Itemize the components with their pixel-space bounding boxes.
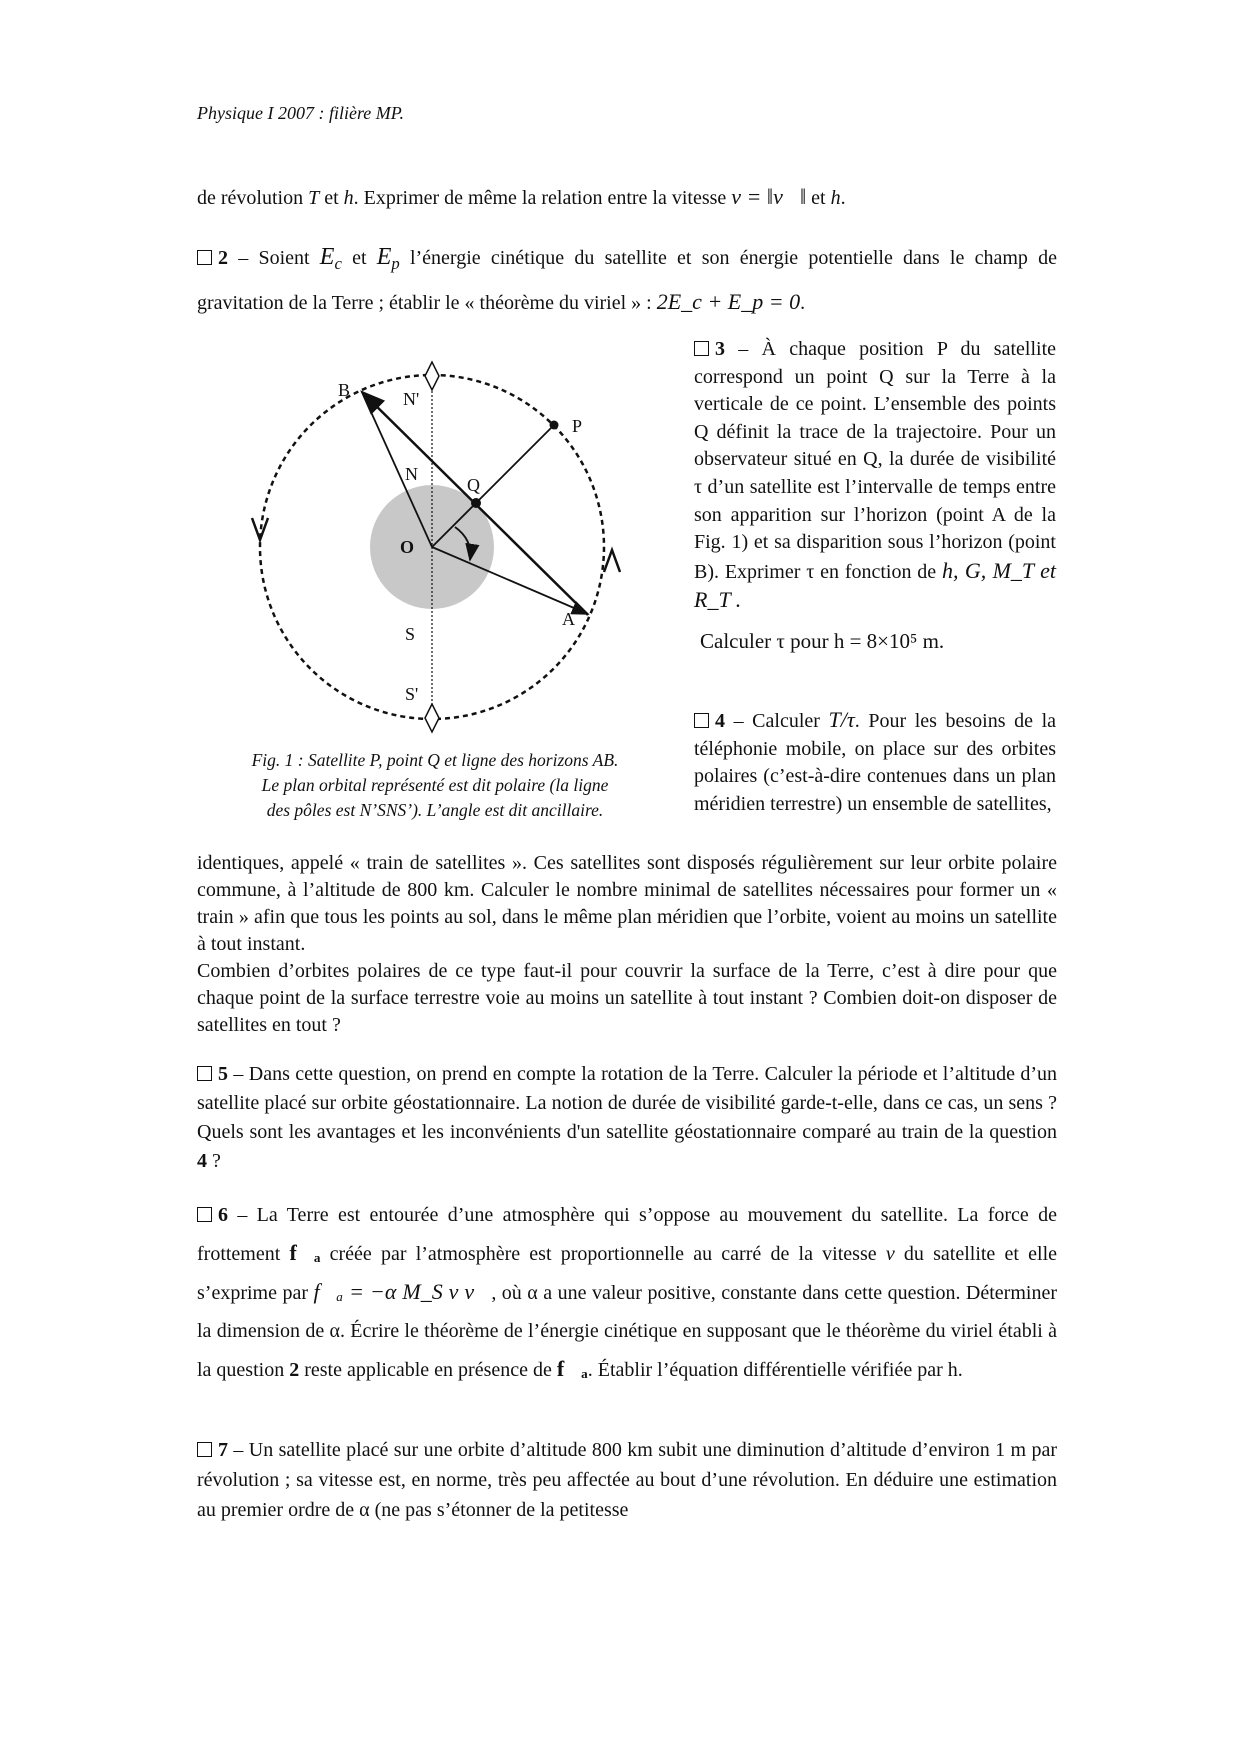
- label-Np: N': [403, 389, 420, 409]
- var-T: T: [308, 187, 320, 209]
- text: l’énergie cinétique du satellite et son énergie potentielle dans le champ de gravitation de la Terre ; établir le « théorème du viriel » :: [197, 247, 1057, 314]
- label-O: O: [400, 537, 415, 557]
- caption-line: Le plan orbital représenté est dit polaire (la ligne: [261, 775, 609, 795]
- label-S: S: [405, 624, 416, 644]
- question-number: 3: [715, 338, 725, 360]
- point-Q: [471, 498, 481, 508]
- friction-force: f⃗ₐ: [289, 1240, 321, 1265]
- text: du satellite et elle s’exprime par: [197, 1243, 1058, 1304]
- text: identiques, appelé « train de satellites ». Ces satellites sont disposés régulièrement sur leur orbite polaire commune, à l’altitude de 800 km. Calculer le nombre minimal de satellites nécessaires pour former un « train » afin que tous les points au sol, dans le même plan méridien que l’orbite, voient au moins un satellite à tout instant.: [197, 852, 1057, 955]
- satellite-point-P: [550, 421, 559, 430]
- question-number: 6: [218, 1204, 228, 1226]
- page-header: Physique I 2007 : filière MP.: [197, 103, 404, 123]
- question-number: 7: [218, 1439, 228, 1461]
- friction-force: f⃗ₐ: [556, 1356, 588, 1381]
- text: .: [800, 292, 806, 314]
- calculation-prompt: Calculer τ pour h = 8×10⁵ m.: [700, 628, 945, 653]
- text: et: [811, 187, 831, 209]
- question-number: 2: [218, 247, 228, 269]
- text: ?: [207, 1150, 221, 1172]
- figure-caption: [215, 748, 655, 823]
- question-ref: 2: [289, 1359, 300, 1381]
- label-B: B: [338, 380, 351, 400]
- subscript: c: [334, 254, 342, 273]
- text: – La Terre est entourée d’une atmosphère qui s’oppose au mouvement du satellite. La force de frottement: [197, 1204, 1057, 1265]
- velocity-equation: v = ‖v⃗‖: [731, 184, 807, 209]
- var-h: h: [343, 187, 354, 209]
- variables: h, G, M_T et R_T .: [694, 557, 1056, 613]
- text: – Soient: [228, 247, 320, 269]
- label-Q: Q: [467, 475, 480, 495]
- var-Ep: E: [376, 244, 392, 270]
- var-h: h: [830, 187, 841, 209]
- text: et: [341, 247, 377, 269]
- text: – Dans cette question, on prend en compte la rotation de la Terre. Calculer la période et l’altitude d’un satellite placé sur orbite géostationnaire. La notion de durée de visibilité garde-t-elle, dans ce cas, un sens ? Quels sont les avantages et les inconvénients d'un satellite géostationnaire comparé au train de la question: [197, 1063, 1057, 1143]
- text: Combien d’orbites polaires de ce type faut-il pour couvrir la surface de la Terre, c’est à dire pour que chaque point de la surface terrestre voie au moins un satellite à tout instant ? Combien doit-on disposer de satellites en tout ?: [197, 960, 1057, 1036]
- caption-line: des pôles est N’SNS’). L’angle est dit ancillaire.: [266, 800, 604, 820]
- text: – Un satellite placé sur une orbite d’altitude 800 km subit une diminution d’altitude d’environ 1 m par révolution ; sa vitesse est, en norme, très peu affectée au bout d’une révolution. En déduire une estimation au premier ordre de α (ne pas s’étonner de la petitesse: [197, 1439, 1057, 1521]
- var-v: v: [885, 1243, 895, 1265]
- text: . Pour les besoins de la téléphonie mobile, on place sur des orbites polaires (c’est-à-dire contenues dans un plan méridien terrestre) un ensemble de satellites,: [694, 710, 1056, 815]
- label-N: N: [405, 464, 418, 484]
- question-number: 4: [715, 710, 725, 732]
- label-P: P: [572, 416, 583, 436]
- ratio: T/τ: [828, 707, 855, 732]
- text: – Calculer: [725, 710, 829, 732]
- caption-line: Fig. 1 : Satellite P, point Q et ligne des horizons AB.: [251, 750, 619, 770]
- text: . Exprimer de même la relation entre la vitesse: [353, 187, 732, 209]
- subscript: p: [391, 254, 400, 273]
- question-number: 5: [218, 1063, 228, 1085]
- question-ref: 4: [197, 1150, 207, 1172]
- virial-equation: 2E_c + E_p = 0: [656, 289, 801, 314]
- text: et: [319, 187, 344, 209]
- text: .: [840, 187, 846, 209]
- text: reste applicable en présence de: [299, 1359, 557, 1381]
- var-Ec: E: [319, 244, 335, 270]
- line-OP: [432, 425, 554, 547]
- text: créée par l’atmosphère est proportionnelle au carré de la vitesse: [320, 1243, 886, 1265]
- label-Sp: S': [405, 684, 419, 704]
- friction-equation: f⃗ₐ = −α M_S v v⃗: [313, 1279, 492, 1304]
- text: de révolution: [197, 187, 309, 209]
- label-A: A: [562, 609, 575, 629]
- text: . Établir l’équation différentielle vérifiée par h.: [587, 1359, 963, 1381]
- text: – À chaque position P du satellite correspond un point Q sur la Terre à la verticale de ce point. L’ensemble des points Q définit la trace de la trajectoire. Pour un observateur situé en Q, la durée de visibilité τ d’un satellite est l’intervalle de temps entre son apparition sur l’horizon (point A de la Fig. 1) et sa disparition sous l’horizon (point B). Exprimer τ en fonction de: [694, 338, 1056, 583]
- text: , où α a une valeur positive, constante dans cette question. Déterminer la dimension de α. Écrire le théorème de l’énergie cinétique en supposant que le théorème du viriel établi à la question: [197, 1282, 1057, 1381]
